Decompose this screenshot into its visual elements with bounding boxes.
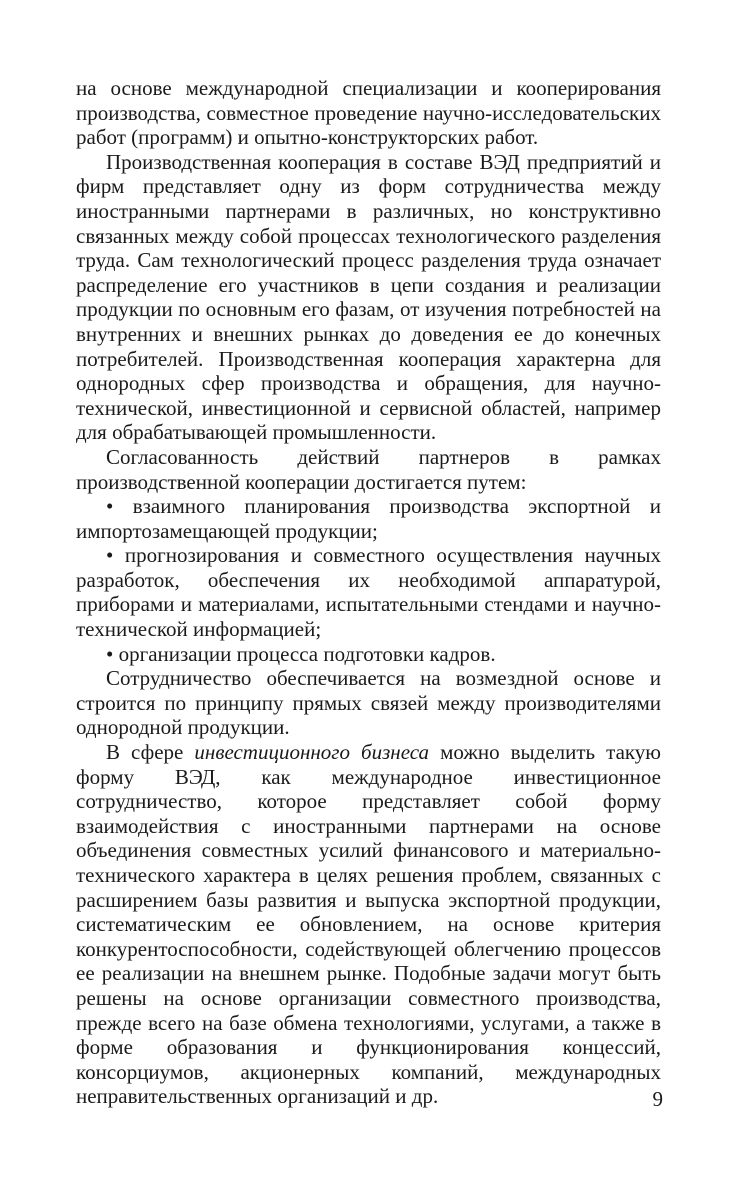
- paragraph-3: Согласованность действий партнеров в рамках производственной кооперации достигается путем:: [76, 444, 661, 494]
- page-number: 9: [652, 1087, 663, 1111]
- paragraph-5: [76, 740, 661, 1109]
- paragraph-1: на основе международной специализации и кооперирования производства, совместное проведение научно-исследовательских работ (программ) и опытно-конструкторских работ.: [76, 76, 661, 150]
- bullet-item-1: • взаимного планирования производства экспортной и импортозамещающей продукции;: [76, 494, 661, 543]
- page-body: [76, 76, 661, 1109]
- paragraph-2: Производственная кооперация в составе ВЭД предприятий и фирм представляет одну из форм сотрудничества между иностранными партнерами в различных, но конструктивно связанных между собой процессах технологического разделения труда. Сам технологический процесс разделения труда означает распределение его участников в цепи создания и реализации продукции по основным его фазам, от изучения потребностей на внутренних и внешних рынках до доведения ее до конечных потребителей. Производственная кооперация характерна для однородных сфер производства и обращения, для научно-технической, инвестиционной и сервисной областей, например для обрабатывающей промышленности.: [76, 149, 661, 445]
- paragraph-5-body: можно выделить такую форму ВЭД, как международное инвестиционное сотрудничество, которое представляет собой форму взаимодействия с иностранными партнерами на основе объединения совместных усилий финансового и материально-технического характера в целях решения проблем, связанных с расширением базы развития и выпуска экспортной продукции, систематическим ее обновлением, на основе критерия конкурентоспособности, содействующей облегчению процессов ее реализации на внешнем рынке. Подобные задачи могут быть решены на основе организации совместного производства, прежде всего на базе обмена технологиями, услугами, а также в форме образования и функционирования концессий, консорциумов, акционерных компаний, международных неправительственных организаций и др.: [76, 740, 661, 1109]
- bullet-item-3: • организации процесса подготовки кадров.: [106, 641, 496, 666]
- bullet-item-2: • прогнозирования и совместного осуществления научных разработок, обеспечения их необходимой аппаратурой, приборами и материалами, испытательными стендами и научно-технической информацией;: [76, 543, 661, 642]
- emphasis-investment-business: инвестиционного бизнеса: [194, 740, 430, 765]
- paragraph-4: Сотрудничество обеспечивается на возмездной основе и строится по принципу прямых связей между производителями однородной продукции.: [76, 666, 661, 740]
- paragraph-5-lead: В сфере: [106, 740, 195, 765]
